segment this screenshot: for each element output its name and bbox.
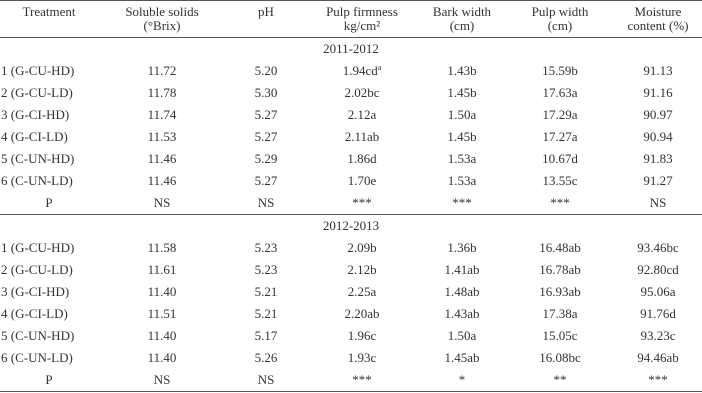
- treatment-cell: [0, 281, 98, 303]
- ph-cell-value: 5.17: [254, 328, 278, 343]
- treatment-cell: [0, 347, 98, 369]
- significance-soluble-solids-cell: NS: [98, 369, 226, 392]
- soluble-solids-cell-value: 11.40: [147, 350, 177, 365]
- treatment-cell: [0, 170, 98, 192]
- table-row: [0, 281, 702, 303]
- pulp-firmness-cell-value: 1.94cd: [342, 63, 378, 78]
- moisture-cell: [614, 347, 702, 369]
- bark-width-cell: [418, 148, 506, 170]
- soluble-solids-cell: [98, 82, 226, 104]
- season-heading-row: [0, 215, 702, 238]
- soluble-solids-cell-value: 11.46: [147, 173, 177, 188]
- bark-width-cell-value: 1.43b: [447, 63, 477, 78]
- ph-cell: [226, 170, 306, 192]
- pulp-width-cell-value: 13.55c: [542, 173, 578, 188]
- table-row: [0, 82, 702, 104]
- bark-width-cell-value: 1.43ab: [444, 306, 480, 321]
- soluble-solids-cell-value: 11.46: [147, 151, 177, 166]
- soluble-solids-cell: [98, 60, 226, 82]
- soluble-solids-cell-value: 11.72: [147, 63, 177, 78]
- season-label: 2011-2012: [323, 41, 379, 56]
- bark-width-cell-value: 1.53a: [447, 173, 477, 188]
- pulp-width-cell-value: 16.78ab: [539, 262, 581, 277]
- moisture-cell-value: 91.16: [643, 85, 673, 100]
- treatment-cell-value: 5 (C-UN-HD): [1, 328, 75, 343]
- treatment-cell: [0, 148, 98, 170]
- pulp-firmness-cell: [306, 347, 418, 369]
- moisture-cell-value: 90.94: [643, 129, 673, 144]
- moisture-cell: [614, 170, 702, 192]
- pulp-width-cell: [506, 82, 614, 104]
- pulp-firmness-cell-value: 2.25a: [347, 284, 377, 299]
- significance-row: [0, 192, 702, 215]
- moisture-cell-value: 95.06a: [640, 284, 676, 299]
- soluble-solids-cell: [98, 148, 226, 170]
- ph-cell: [226, 237, 306, 259]
- moisture-cell-value: 91.27: [643, 173, 673, 188]
- pulp-firmness-cell: [306, 325, 418, 347]
- header-pulp-width: Pulp width (cm): [506, 1, 614, 38]
- significance-pulp-width-cell: **: [506, 369, 614, 392]
- soluble-solids-cell-value: 11.40: [147, 328, 177, 343]
- soluble-solids-cell: [98, 259, 226, 281]
- pulp-width-cell-value: 17.29a: [542, 107, 578, 122]
- ph-cell: [226, 82, 306, 104]
- table-row: [0, 170, 702, 192]
- pulp-firmness-cell-value: 2.12a: [347, 107, 377, 122]
- ph-cell: [226, 126, 306, 148]
- table-row: [0, 347, 702, 369]
- ph-cell-value: 5.23: [254, 240, 278, 255]
- treatment-cell: [0, 325, 98, 347]
- treatment-cell-value: 5 (C-UN-HD): [1, 151, 75, 166]
- pulp-firmness-cell-value: 1.70e: [347, 173, 377, 188]
- pulp-firmness-cell: [306, 170, 418, 192]
- ph-cell: [226, 259, 306, 281]
- pulp-firmness-cell-value: 2.20ab: [344, 306, 380, 321]
- table-row: [0, 259, 702, 281]
- moisture-cell-value: 93.46bc: [637, 240, 679, 255]
- bark-width-cell: [418, 259, 506, 281]
- soluble-solids-cell: [98, 303, 226, 325]
- moisture-cell-value: 91.76d: [640, 306, 676, 321]
- bark-width-cell: [418, 170, 506, 192]
- treatment-cell: [0, 126, 98, 148]
- table-row: [0, 104, 702, 126]
- pulp-firmness-cell: [306, 237, 418, 259]
- soluble-solids-cell: [98, 237, 226, 259]
- bark-width-cell-value: 1.45b: [447, 85, 477, 100]
- treatment-cell: [0, 104, 98, 126]
- moisture-cell-value: 90.97: [643, 107, 673, 122]
- pulp-width-cell-value: 17.38a: [542, 306, 578, 321]
- bark-width-cell-value: 1.50a: [447, 328, 477, 343]
- header-treatment: Treatment: [0, 1, 98, 38]
- significance-ph-cell: NS: [226, 369, 306, 392]
- pulp-firmness-cell: [306, 148, 418, 170]
- bark-width-cell: [418, 281, 506, 303]
- treatment-cell-value: 4 (G-CI-LD): [1, 306, 68, 321]
- moisture-cell-value: 91.13: [643, 63, 673, 78]
- treatment-cell-value: 4 (G-CI-LD): [1, 129, 68, 144]
- significance-bark-width-cell: *: [418, 369, 506, 392]
- pulp-width-cell: [506, 148, 614, 170]
- bark-width-cell: [418, 82, 506, 104]
- table-row: [0, 126, 702, 148]
- pulp-firmness-cell: [306, 104, 418, 126]
- table-row: [0, 303, 702, 325]
- pulp-width-cell: [506, 60, 614, 82]
- bark-width-cell-value: 1.45b: [447, 129, 477, 144]
- pulp-width-cell: [506, 259, 614, 281]
- ph-cell-value: 5.21: [254, 306, 278, 321]
- pulp-width-cell-value: 16.08bc: [539, 350, 581, 365]
- moisture-cell: [614, 237, 702, 259]
- soluble-solids-cell-value: 11.74: [147, 107, 177, 122]
- pulp-firmness-cell-value: 1.86d: [347, 151, 377, 166]
- ph-cell: [226, 148, 306, 170]
- moisture-cell: [614, 325, 702, 347]
- moisture-cell: [614, 60, 702, 82]
- moisture-cell-value: 91.83: [643, 151, 673, 166]
- soluble-solids-cell: [98, 104, 226, 126]
- bark-width-cell-value: 1.53a: [447, 151, 477, 166]
- bark-width-cell: [418, 237, 506, 259]
- ph-cell-value: 5.20: [254, 63, 278, 78]
- pulp-width-cell-value: 17.63a: [542, 85, 578, 100]
- soluble-solids-cell: [98, 126, 226, 148]
- treatment-cell-value: 3 (G-CI-HD): [1, 107, 70, 122]
- treatment-cell: [0, 237, 98, 259]
- significance-moisture-cell: ***: [614, 369, 702, 392]
- ph-cell-value: 5.26: [254, 350, 278, 365]
- ph-cell-value: 5.29: [254, 151, 278, 166]
- pulp-width-cell: [506, 325, 614, 347]
- significance-pulp-firmness-cell: ***: [306, 192, 418, 215]
- pulp-firmness-cell: [306, 259, 418, 281]
- moisture-cell: [614, 259, 702, 281]
- ph-cell: [226, 347, 306, 369]
- soluble-solids-cell-value: 11.78: [147, 85, 177, 100]
- footnote-marker: a: [377, 63, 382, 72]
- pulp-firmness-cell-value: 2.09b: [347, 240, 377, 255]
- bark-width-cell: [418, 126, 506, 148]
- ph-cell: [226, 281, 306, 303]
- soluble-solids-cell-value: 11.53: [147, 129, 177, 144]
- soluble-solids-cell-value: 11.51: [147, 306, 177, 321]
- header-soluble-solids: Soluble solids (°Brix): [98, 1, 226, 38]
- significance-bark-width-cell: ***: [418, 192, 506, 215]
- pulp-width-cell: [506, 347, 614, 369]
- soluble-solids-cell: [98, 170, 226, 192]
- bark-width-cell-value: 1.41ab: [444, 262, 480, 277]
- treatment-cell-value: 2 (G-CU-LD): [1, 262, 73, 277]
- moisture-cell-value: 92.80cd: [637, 262, 679, 277]
- bark-width-cell: [418, 325, 506, 347]
- table-header: [0, 1, 702, 38]
- bark-width-cell: [418, 347, 506, 369]
- moisture-cell: [614, 126, 702, 148]
- moisture-cell: [614, 148, 702, 170]
- significance-row: [0, 369, 702, 392]
- season-label: 2012-2013: [322, 218, 380, 233]
- pulp-width-cell-value: 16.48ab: [539, 240, 581, 255]
- bark-width-cell-value: 1.50a: [447, 107, 477, 122]
- pulp-width-cell: [506, 126, 614, 148]
- soluble-solids-cell: [98, 347, 226, 369]
- pulp-firmness-cell: [306, 126, 418, 148]
- pulp-firmness-cell: [306, 303, 418, 325]
- header-moisture: Moisture content (%): [614, 1, 702, 38]
- pulp-firmness-cell-value: 1.93c: [347, 350, 377, 365]
- pulp-firmness-cell: [306, 60, 418, 82]
- significance-moisture-cell: NS: [614, 192, 702, 215]
- pulp-width-cell: [506, 170, 614, 192]
- pulp-firmness-cell-value: 2.11ab: [344, 129, 380, 144]
- table-row: [0, 148, 702, 170]
- treatment-cell-value: 1 (G-CU-HD): [1, 240, 75, 255]
- bark-width-cell-value: 1.48ab: [444, 284, 480, 299]
- pulp-width-cell-value: 17.27a: [542, 129, 578, 144]
- pulp-width-cell-value: 15.05c: [542, 328, 578, 343]
- treatment-cell: [0, 60, 98, 82]
- treatment-cell-value: 6 (C-UN-LD): [1, 173, 73, 188]
- pulp-firmness-cell-value: 2.02bc: [344, 85, 380, 100]
- pulp-firmness-cell: [306, 82, 418, 104]
- bark-width-cell-value: 1.45ab: [444, 350, 480, 365]
- moisture-cell: [614, 82, 702, 104]
- pulp-width-cell: [506, 303, 614, 325]
- significance-ph-cell: NS: [226, 192, 306, 215]
- bark-width-cell: [418, 60, 506, 82]
- ph-cell: [226, 325, 306, 347]
- significance-soluble-solids-cell: NS: [98, 192, 226, 215]
- ph-cell: [226, 60, 306, 82]
- soluble-solids-cell-value: 11.40: [147, 284, 177, 299]
- pulp-width-cell-value: 10.67d: [542, 151, 578, 166]
- bark-width-cell: [418, 303, 506, 325]
- significance-treatment-cell: P: [0, 192, 98, 215]
- table-row: [0, 237, 702, 259]
- pulp-width-cell: [506, 104, 614, 126]
- moisture-cell: [614, 281, 702, 303]
- header-bark-width: Bark width (cm): [418, 1, 506, 38]
- ph-cell-value: 5.30: [254, 85, 278, 100]
- bark-width-cell: [418, 104, 506, 126]
- season-heading-row: [0, 38, 702, 61]
- ph-cell: [226, 303, 306, 325]
- pulp-width-cell-value: 15.59b: [542, 63, 578, 78]
- moisture-cell: [614, 303, 702, 325]
- ph-cell-value: 5.23: [254, 262, 278, 277]
- ph-cell-value: 5.27: [254, 107, 278, 122]
- pulp-width-cell-value: 16.93ab: [539, 284, 581, 299]
- treatment-cell-value: 6 (C-UN-LD): [1, 350, 73, 365]
- ph-cell: [226, 104, 306, 126]
- moisture-cell: [614, 104, 702, 126]
- ph-cell-value: 5.21: [254, 284, 278, 299]
- significance-pulp-firmness-cell: ***: [306, 369, 418, 392]
- significance-treatment-cell: P: [0, 369, 98, 392]
- bark-width-cell-value: 1.36b: [447, 240, 477, 255]
- treatment-cell: [0, 259, 98, 281]
- treatment-cell: [0, 82, 98, 104]
- pulp-firmness-cell-value: 2.12b: [347, 262, 377, 277]
- table-row: [0, 325, 702, 347]
- pulp-firmness-cell-value: 1.96c: [347, 328, 377, 343]
- pulp-width-cell: [506, 237, 614, 259]
- soluble-solids-cell: [98, 325, 226, 347]
- ph-cell-value: 5.27: [254, 129, 278, 144]
- treatment-cell: [0, 303, 98, 325]
- treatment-cell-value: 3 (G-CI-HD): [1, 284, 70, 299]
- table-body: [0, 38, 702, 392]
- soluble-solids-cell-value: 11.58: [147, 240, 177, 255]
- treatment-cell-value: 2 (G-CU-LD): [1, 85, 73, 100]
- table-row: [0, 60, 702, 82]
- pulp-width-cell: [506, 281, 614, 303]
- soluble-solids-cell: [98, 281, 226, 303]
- pulp-firmness-cell: [306, 281, 418, 303]
- moisture-cell-value: 94.46ab: [637, 350, 679, 365]
- significance-pulp-width-cell: ***: [506, 192, 614, 215]
- moisture-cell-value: 93.23c: [640, 328, 676, 343]
- header-ph: pH: [226, 1, 306, 38]
- soluble-solids-cell-value: 11.61: [147, 262, 177, 277]
- treatment-cell-value: 1 (G-CU-HD): [1, 63, 75, 78]
- ph-cell-value: 5.27: [254, 173, 278, 188]
- header-pulp-firmness: Pulp firmness kg/cm²: [306, 1, 418, 38]
